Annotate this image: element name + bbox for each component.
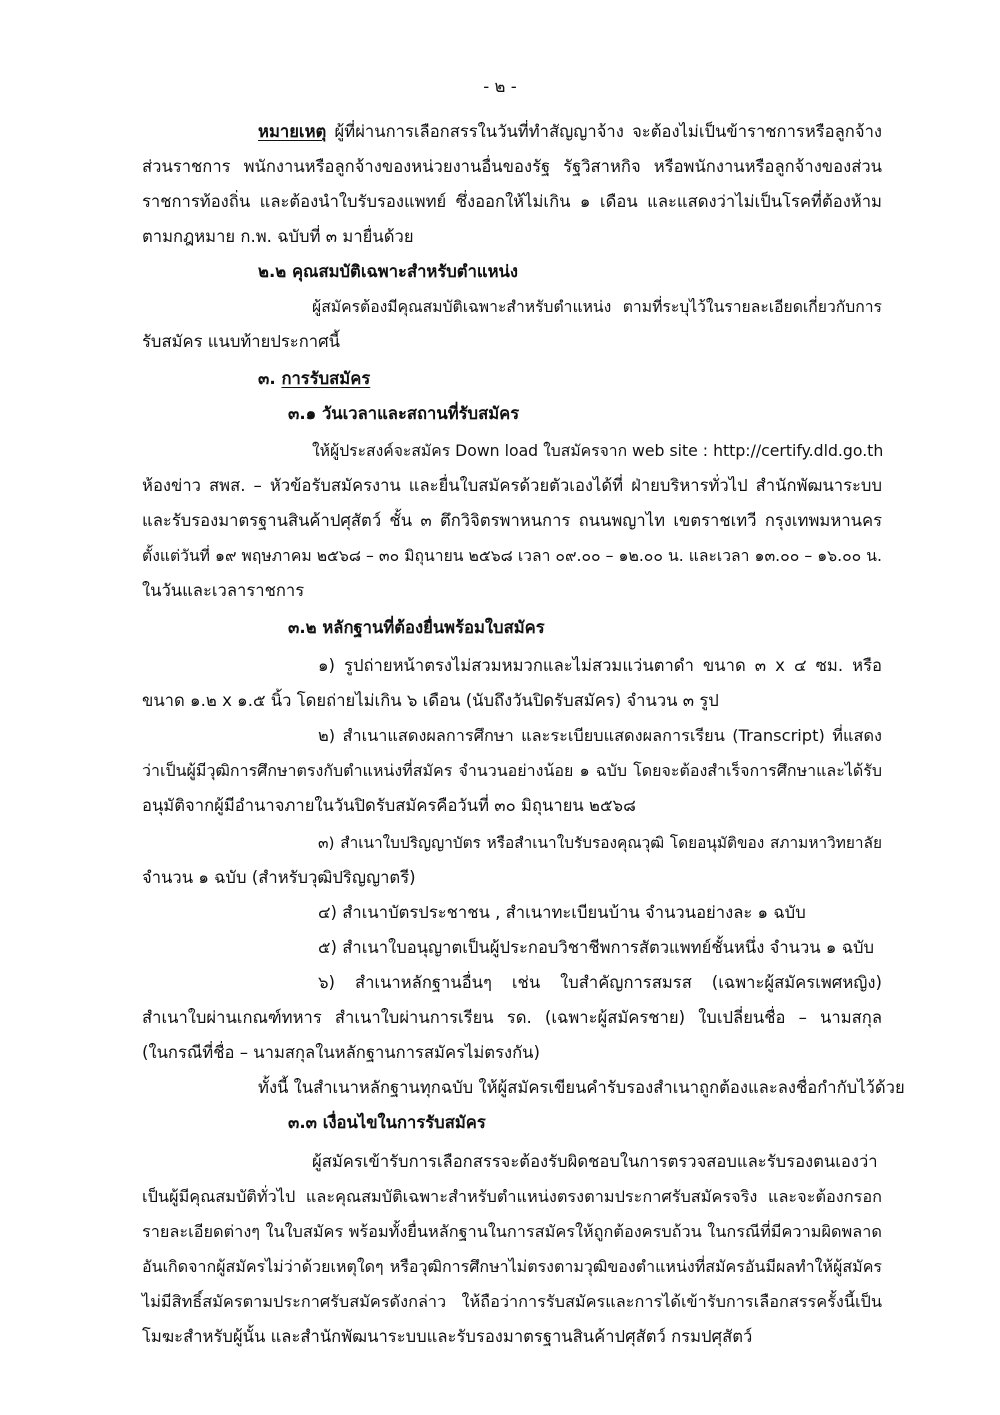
section-3-1-heading: ๓.๑ วันเวลาและสถานที่รับสมัคร — [288, 404, 520, 423]
note-label: หมายเหตุ — [258, 122, 327, 141]
section-3-1-line-2: ห้องข่าว สพส. – หัวข้อรับสมัครงาน และยื่นใบสมัครด้วยตัวเองได้ที่ ฝ่ายบริหารทั่วไป สำนักพัฒนาระบบ — [142, 476, 882, 495]
item-6-line-1: ๖) สำเนาหลักฐานอื่นๆ เช่น ใบสำคัญการสมรส (เฉพาะผู้สมัครเพศหญิง) — [318, 973, 882, 992]
item-2-line-3: อนุมัติจากผู้มีอำนาจภายในวันปิดรับสมัครคือวันที่ ๓๐ มิถุนายน ๒๕๖๘ — [142, 796, 636, 815]
section-3-1-line-3: และรับรองมาตรฐานสินค้าปศุสัตว์ ชั้น ๓ ตึกวิจิตรพาหนการ ถนนพญาไท เขตราชเทวี กรุงเทพมหานคร — [142, 511, 882, 530]
section-3-1-line-1: ให้ผู้ประสงค์จะสมัคร Down load ใบสมัครจาก web site : http://certify.dld.go.th — [312, 441, 884, 460]
section-2-2-heading: ๒.๒ คุณสมบัติเฉพาะสำหรับตำแหน่ง — [258, 262, 518, 281]
note-line-3: ราชการท้องถิ่น และต้องนำใบรับรองแพทย์ ซึ่งออกให้ไม่เกิน ๑ เดือน และแสดงว่าไม่เป็นโรคที่ต้องห้าม — [142, 192, 882, 211]
section-3-3-line-2: เป็นผู้มีคุณสมบัติทั่วไป และคุณสมบัติเฉพาะสำหรับตำแหน่งตรงตามประกาศรับสมัครจริง และจะต้องกรอก — [142, 1187, 882, 1206]
note-line-4: ตามกฎหมาย ก.พ. ฉบับที่ ๓ มายื่นด้วย — [142, 227, 414, 246]
item-6-line-3: (ในกรณีที่ชื่อ – นามสกุลในหลักฐานการสมัครไม่ตรงกัน) — [142, 1043, 540, 1062]
section-3-3-line-1: ผู้สมัครเข้ารับการเลือกสรรจะต้องรับผิดชอบในการตรวจสอบและรับรองตนเองว่า — [312, 1152, 878, 1171]
item-4-line-1: ๔) สำเนาบัตรประชาชน , สำเนาทะเบียนบ้าน จำนวนอย่างละ ๑ ฉบับ — [318, 903, 806, 922]
item-1-line-1: ๑) รูปถ่ายหน้าตรงไม่สวมหมวกและไม่สวมแว่นตาดำ ขนาด ๓ x ๔ ซม. หรือ — [318, 656, 882, 675]
section-3-3-line-4: อันเกิดจากผู้สมัครไม่ว่าด้วยเหตุใดๆ หรือวุฒิการศึกษาไม่ตรงตามวุฒิของตำแหน่งที่สมัครอันมีผลทำให้ผู้สมัคร — [142, 1257, 882, 1276]
item-1-line-2: ขนาด ๑.๒ x ๑.๕ นิ้ว โดยถ่ายไม่เกิน ๖ เดือน (นับถึงวันปิดรับสมัคร) จำนวน ๓ รูป — [142, 691, 719, 710]
section-3-3-line-3: รายละเอียดต่างๆ ในใบสมัคร พร้อมทั้งยื่นหลักฐานในการสมัครให้ถูกต้องครบถ้วน ในกรณีที่มีความผิดพลาด — [142, 1222, 882, 1241]
section-3-1-line-5: ในวันและเวลาราชการ — [142, 581, 305, 600]
item-3-line-2: จำนวน ๑ ฉบับ (สำหรับวุฒิปริญญาตรี) — [142, 868, 416, 887]
section-3-title: การรับสมัคร — [281, 369, 371, 388]
item-2-line-2: ว่าเป็นผู้มีวุฒิการศึกษาตรงกับตำแหน่งที่สมัคร จำนวนอย่างน้อย ๑ ฉบับ โดยจะต้องสำเร็จการศึกษาและได้รับ — [142, 761, 882, 780]
section-3-3-line-6: โมฆะสำหรับผู้นั้น และสำนักพัฒนาระบบและรับรองมาตรฐานสินค้าปศุสัตว์ กรมปศุสัตว์ — [142, 1327, 753, 1346]
section-2-2-line-1: ผู้สมัครต้องมีคุณสมบัติเฉพาะสำหรับตำแหน่ง ตามที่ระบุไว้ในรายละเอียดเกี่ยวกับการ — [312, 297, 882, 316]
section-3-1-line-4: ตั้งแต่วันที่ ๑๙ พฤษภาคม ๒๕๖๘ – ๓๐ มิถุนายน ๒๕๖๘ เวลา ๐๙.๐๐ – ๑๒.๐๐ น. และเวลา ๑๓.๐๐ – ๑๖.๐๐ น. — [142, 546, 882, 565]
note-line-1: หมายเหตุ ผู้ที่ผ่านการเลือกสรรในวันที่ทำสัญญาจ้าง จะต้องไม่เป็นข้าราชการหรือลูกจ้าง — [258, 122, 882, 141]
section-3-3-heading: ๓.๓ เงื่อนไขในการรับสมัคร — [288, 1113, 486, 1132]
item-2-line-1: ๒) สำเนาแสดงผลการศึกษา และระเบียบแสดงผลการเรียน (Transcript) ที่แสดง — [318, 726, 882, 745]
item-6-line-2: สำเนาใบผ่านเกณฑ์ทหาร สำเนาใบผ่านการเรียน รด. (เฉพาะผู้สมัครชาย) ใบเปลี่ยนชื่อ – นามสกุล — [142, 1008, 882, 1027]
note-line-2: ส่วนราชการ พนักงานหรือลูกจ้างของหน่วยงานอื่นของรัฐ รัฐวิสาหกิจ หรือพนักงานหรือลูกจ้างของส่วน — [142, 157, 882, 176]
section-3-number: ๓. — [258, 369, 276, 388]
section-2-2-line-2: รับสมัคร แนบท้ายประกาศนี้ — [142, 332, 340, 351]
section-3-2-heading: ๓.๒ หลักฐานที่ต้องยื่นพร้อมใบสมัคร — [288, 618, 545, 637]
section-3-heading — [258, 364, 370, 394]
page-number: - ๒ - — [483, 77, 517, 96]
item-3-line-1: ๓) สำเนาใบปริญญาบัตร หรือสำเนาใบรับรองคุณวุฒิ โดยอนุมัติของ สภามหาวิทยาลัย — [318, 834, 882, 852]
section-3-2-closing: ทั้งนี้ ในสำเนาหลักฐานทุกฉบับ ให้ผู้สมัครเขียนคำรับรองสำเนาถูกต้องและลงชื่อกำกับไว้ด้วย — [258, 1078, 905, 1097]
item-5-line-1: ๕) สำเนาใบอนุญาตเป็นผู้ประกอบวิชาชีพการสัตวแพทย์ชั้นหนึ่ง จำนวน ๑ ฉบับ — [318, 938, 875, 957]
section-3-3-line-5: ไม่มีสิทธิ์สมัครตามประกาศรับสมัครดังกล่าว ให้ถือว่าการรับสมัครและการได้เข้ารับการเลือกสรรครั้งนี้เป็น — [142, 1292, 882, 1311]
